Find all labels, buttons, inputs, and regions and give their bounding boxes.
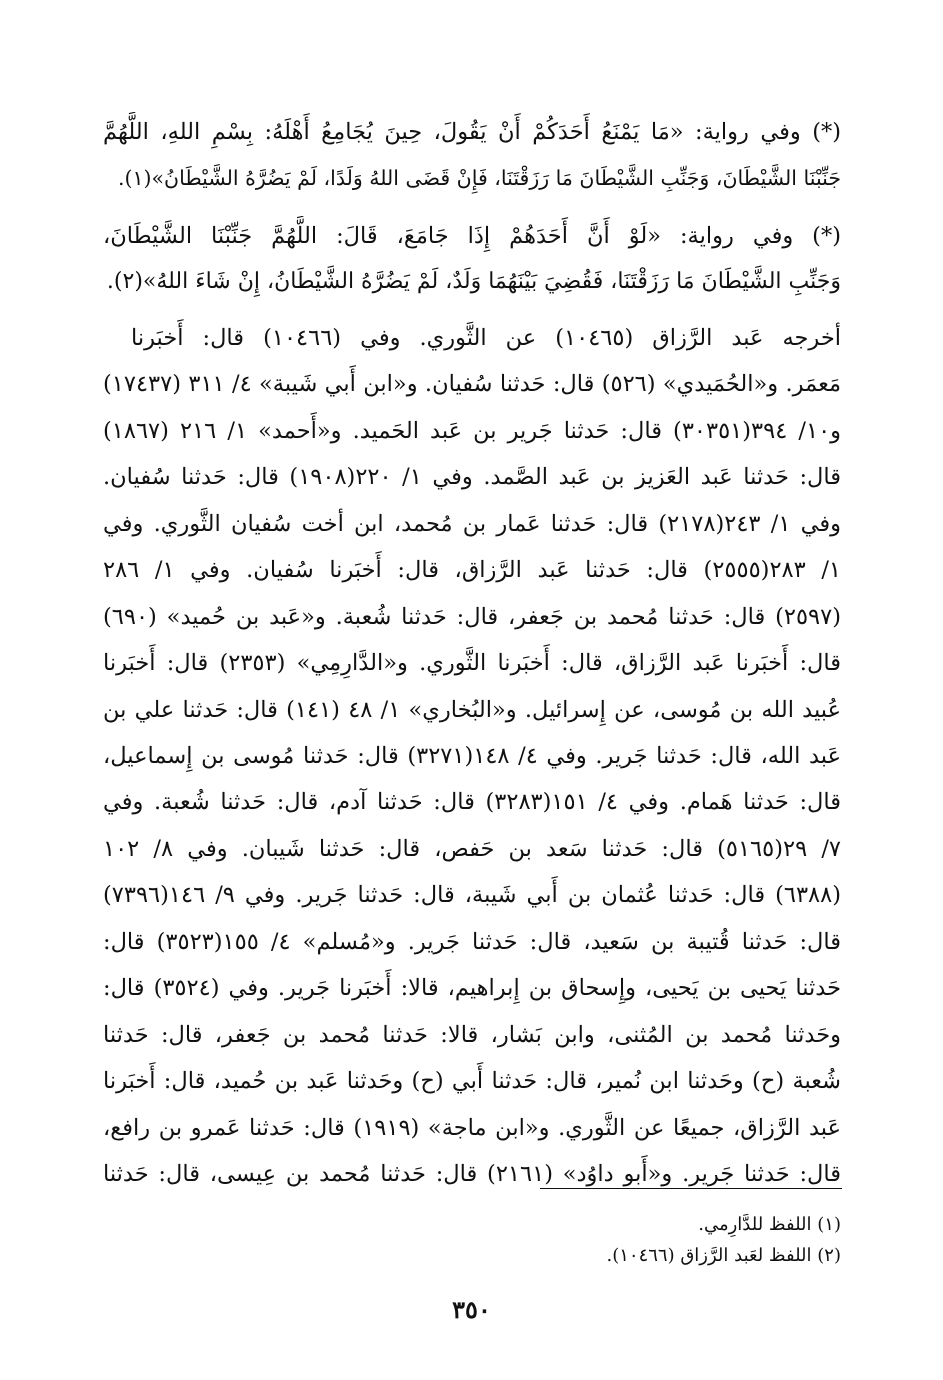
- footnote-separator: [540, 1188, 842, 1189]
- text-line-4: وَجَنِّبِ الشَّيْطَانَ مَا رَزَقْتَنَا، فَقُضِيَ بَيْنَهُمَا وَلَدٌ، لَمْ يَضُرَّهُ الشَّيْطَانُ، إِنْ شَاءَ اللهُ»(٢).: [106, 269, 841, 294]
- page-number: ٣٥٠: [452, 1295, 491, 1324]
- text-line-23: قال: حَدثنا جَرير. و«أَبو داوُد» (٢١٦١) قال: حَدثنا مُحمد بن عِيسى، قال: حَدثنا: [103, 1161, 841, 1187]
- text-line-2: جَنِّبْنَا الشَّيْطَانَ، وَجَنِّبِ الشَّيْطَانَ مَا رَزَقْتَنَا، فَإِنْ قَضَى اللهُ وَلَدًا، لَمْ يَضُرَّهُ الشَّيْطَانُ»(١).: [117, 166, 841, 190]
- text-line-22: عَبد الرَّزاق، جميعًا عن الثَّوري. و«ابن ماجة» (١٩١٩) قال: حَدثنا عَمرو بن رافع،: [103, 1115, 841, 1141]
- text-line-16: ٧/ ٢٩(٥١٦٥) قال: حَدثنا سَعد بن حَفص، قال: حَدثنا شَيبان. وفي ٨/ ١٠٢: [103, 836, 841, 862]
- text-line-21: شُعبة (ح) وحَدثنا ابن نُمير، قال: حَدثنا أَبي (ح) وحَدثنا عَبد بن حُميد، قال: أَخبَرنا: [103, 1068, 841, 1094]
- text-line-12: قال: أَخبَرنا عَبد الرَّزاق، قال: أَخبَرنا الثَّوري. و«الدَّارِمِي» (٢٣٥٣) قال: أَخبَرنا: [103, 650, 841, 676]
- text-line-11: (٢٥٩٧) قال: حَدثنا مُحمد بن جَعفر، قال: حَدثنا شُعبة. و«عَبد بن حُميد» (٦٩٠): [103, 604, 841, 630]
- text-line-15: قال: حَدثنا هَمام. وفي ٤/ ١٥١(٣٢٨٣) قال: حَدثنا آدم، قال: حَدثنا شُعبة. وفي: [103, 789, 841, 815]
- text-line-17: (٦٣٨٨) قال: حَدثنا عُثمان بن أَبي شَيبة، قال: حَدثنا جَرير. وفي ٩/ ١٤٦(٧٣٩٦): [103, 882, 841, 908]
- text-line-5: أخرجه عَبد الرَّزاق (١٠٤٦٥) عن الثَّوري. وفي (١٠٤٦٦) قال: أَخبَرنا: [131, 325, 841, 351]
- text-line-3: (*) وفي رواية: «لَوْ أَنَّ أَحَدَهُمْ إِذَا جَامَعَ، قَالَ: اللَّهُمَّ جَنِّبْنَا الشَّيْطَانَ،: [103, 223, 841, 249]
- text-line-20: وحَدثنا مُحمد بن المُثنى، وابن بَشار، قالا: حَدثنا مُحمد بن جَعفر، قال: حَدثنا: [103, 1022, 841, 1048]
- text-line-6: مَعمَر. و«الحُمَيدي» (٥٢٦) قال: حَدثنا سُفيان. و«ابن أَبي شَيبة» ٤/ ٣١١ (١٧٤٣٧): [103, 371, 841, 397]
- text-line-14: عَبد الله، قال: حَدثنا جَرير. وفي ٤/ ١٤٨(٣٢٧١) قال: حَدثنا مُوسى بن إِسماعيل،: [103, 743, 841, 769]
- text-line-1: (*) وفي رواية: «مَا يَمْنَعُ أَحَدَكُمْ أَنْ يَقُولَ، حِينَ يُجَامِعُ أَهْلَهُ: بِسْمِ اللهِ، اللَّهُمَّ: [103, 119, 841, 145]
- text-line-9: وفي ١/ ٢٤٣(٢١٧٨) قال: حَدثنا عَمار بن مُحمد، ابن أخت سُفيان الثَّوري. وفي: [103, 511, 841, 537]
- footnote-1: (١) اللفظ للدَّارِمي.: [698, 1214, 841, 1235]
- text-line-7: و١٠/ ٣٩٤(٣٠٣٥١) قال: حَدثنا جَرير بن عَبد الحَميد. و«أَحمد» ١/ ٢١٦ (١٨٦٧): [103, 418, 841, 444]
- text-line-13: عُبيد الله بن مُوسى، عن إِسرائيل. و«البُخاري» ١/ ٤٨ (١٤١) قال: حَدثنا علي بن: [103, 697, 841, 723]
- text-line-8: قال: حَدثنا عَبد العَزيز بن عَبد الصَّمد. وفي ١/ ٢٢٠(١٩٠٨) قال: حَدثنا سُفيان.: [103, 464, 841, 490]
- text-line-19: حَدثنا يَحيى بن يَحيى، وإِسحاق بن إِبراهيم، قالا: أَخبَرنا جَرير. وفي (٣٥٢٤) قال:: [103, 975, 841, 1001]
- text-line-10: ١/ ٢٨٣(٢٥٥٥) قال: حَدثنا عَبد الرَّزاق، قال: أَخبَرنا سُفيان. وفي ١/ ٢٨٦: [103, 557, 841, 583]
- text-line-18: قال: حَدثنا قُتيبة بن سَعيد، قال: حَدثنا جَرير. و«مُسلم» ٤/ ١٥٥(٣٥٢٣) قال:: [103, 929, 841, 955]
- footnote-2: (٢) اللفظ لعَبد الرَّزاق (١٠٤٦٦).: [606, 1245, 841, 1266]
